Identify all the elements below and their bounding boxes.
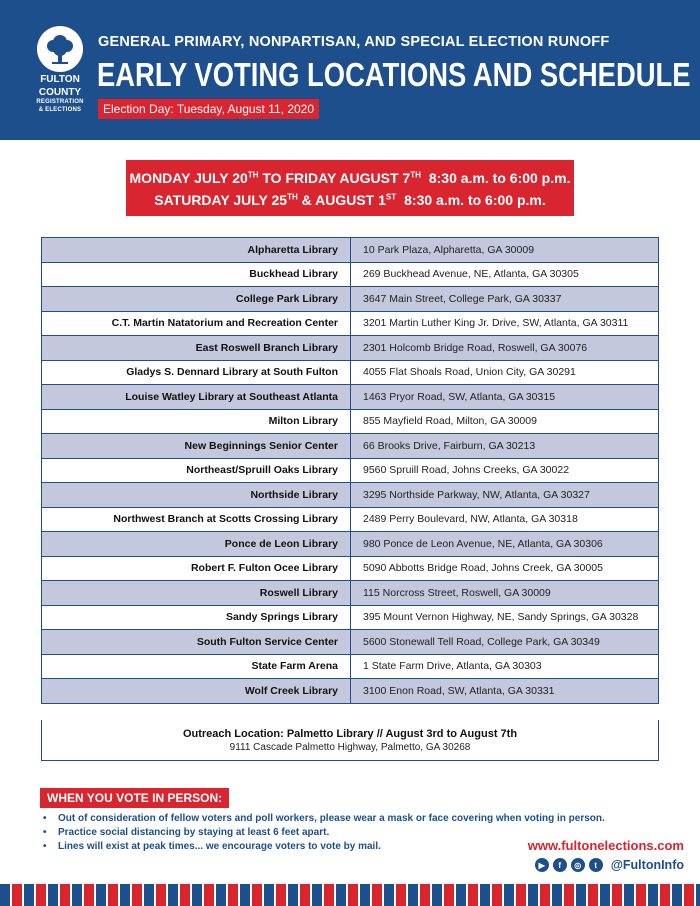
list-item: • Out of consideration of fellow voters and poll workers, please wear a mask or face covering when voting in person. — [40, 812, 640, 826]
outreach-location — [41, 720, 659, 761]
outreach-title: Outreach Location: Palmetto Library // August 3rd to August 7th — [182, 728, 518, 740]
schedule-weekday-start: MONDAY JULY 20 — [129, 170, 248, 186]
ordinal-suffix: TH — [287, 192, 298, 202]
table-row — [42, 409, 659, 434]
location-address: 1 State Farm Drive, Atlanta, GA 30303 — [351, 654, 659, 679]
location-name: Louise Watley Library at Southeast Atlanta — [42, 385, 351, 410]
vote-in-person-label: WHEN YOU VOTE IN PERSON: — [40, 788, 229, 808]
location-name: Sandy Springs Library — [42, 605, 351, 630]
location-address: 395 Mount Vernon Highway, NE, Sandy Springs, GA 30328 — [351, 605, 659, 630]
list-item: • Lines will exist at peak times... we encourage voters to vote by mail. — [40, 840, 640, 854]
location-name: South Fulton Service Center — [42, 630, 351, 655]
table-row — [42, 679, 659, 704]
location-address: 66 Brooks Drive, Fairburn, GA 30213 — [351, 434, 659, 459]
ordinal-suffix: TH — [410, 170, 421, 180]
twitter-icon[interactable]: t — [589, 858, 603, 872]
location-name: Roswell Library — [42, 581, 351, 606]
website-link[interactable]: www.fultonelections.com — [527, 838, 684, 853]
location-address: 269 Buckhead Avenue, NE, Atlanta, GA 30305 — [351, 262, 659, 287]
decorative-stripe-band — [0, 884, 700, 906]
table-row — [42, 532, 659, 557]
table-row — [42, 336, 659, 361]
location-address: 5600 Stonewall Tell Road, College Park, GA 30349 — [351, 630, 659, 655]
logo-text-county: COUNTY — [38, 87, 82, 98]
ordinal-suffix: ST — [385, 192, 397, 202]
location-address: 5090 Abbotts Bridge Road, Johns Creek, GA 30005 — [351, 556, 659, 581]
table-row — [42, 605, 659, 630]
table-row — [42, 654, 659, 679]
location-address: 3647 Main Street, College Park, GA 30337 — [351, 287, 659, 312]
location-address: 115 Norcross Street, Roswell, GA 30009 — [351, 581, 659, 606]
table-row — [42, 556, 659, 581]
table-row — [42, 360, 659, 385]
ordinal-suffix: TH — [247, 170, 259, 180]
location-name: Northeast/Spruill Oaks Library — [42, 458, 351, 483]
social-handle[interactable]: @FultonInfo — [610, 858, 684, 872]
schedule-weekday-line — [126, 170, 574, 186]
table-row — [42, 458, 659, 483]
list-item: • Practice social distancing by staying at least 6 feet apart. — [40, 826, 640, 840]
tree-icon — [37, 26, 83, 72]
location-name: Milton Library — [42, 409, 351, 434]
location-name: East Roswell Branch Library — [42, 336, 351, 361]
location-address: 10 Park Plaza, Alpharetta, GA 30009 — [351, 238, 659, 263]
location-address: 3295 Northside Parkway, NW, Atlanta, GA 30327 — [351, 483, 659, 508]
instagram-icon[interactable]: ◎ — [571, 858, 585, 872]
location-name: Northside Library — [42, 483, 351, 508]
schedule-banner — [126, 160, 574, 216]
table-row — [42, 581, 659, 606]
logo-text-elections: & ELECTIONS — [38, 107, 82, 113]
table-row — [42, 507, 659, 532]
location-name: C.T. Martin Natatorium and Recreation Center — [42, 311, 351, 336]
youtube-icon[interactable]: ▶ — [535, 858, 549, 872]
logo-text-fulton: FULTON — [40, 74, 80, 85]
location-address: 2301 Holcomb Bridge Road, Roswell, GA 30076 — [351, 336, 659, 361]
location-address: 4055 Flat Shoals Road, Union City, GA 30291 — [351, 360, 659, 385]
location-name: State Farm Arena — [42, 654, 351, 679]
election-subtitle: GENERAL PRIMARY, NONPARTISAN, AND SPECIAL ELECTION RUNOFF — [98, 34, 610, 50]
schedule-saturday-line — [126, 192, 574, 208]
location-address: 1463 Pryor Road, SW, Atlanta, GA 30315 — [351, 385, 659, 410]
location-address: 3201 Martin Luther King Jr. Drive, SW, Atlanta, GA 30311 — [351, 311, 659, 336]
location-address: 2489 Perry Boulevard, NW, Atlanta, GA 30318 — [351, 507, 659, 532]
schedule-saturday-time: 8:30 a.m. to 6:00 p.m. — [404, 192, 546, 208]
table-row — [42, 483, 659, 508]
schedule-weekday-end: TO FRIDAY AUGUST 7 — [258, 170, 411, 186]
table-row — [42, 311, 659, 336]
table-row — [42, 434, 659, 459]
table-row — [42, 238, 659, 263]
location-name: Northwest Branch at Scotts Crossing Library — [42, 507, 351, 532]
locations-table — [41, 237, 659, 704]
page-title: EARLY VOTING LOCATIONS AND SCHEDULE — [97, 56, 691, 93]
location-name: Robert F. Fulton Ocee Library — [42, 556, 351, 581]
location-address: 3100 Enon Road, SW, Atlanta, GA 30331 — [351, 679, 659, 704]
logo-text-registration: REGISTRATION — [36, 99, 84, 105]
location-name: Alpharetta Library — [42, 238, 351, 263]
location-address: 980 Ponce de Leon Avenue, NE, Atlanta, GA 30306 — [351, 532, 659, 557]
location-name: Gladys S. Dennard Library at South Fulton — [42, 360, 351, 385]
location-name: Ponce de Leon Library — [42, 532, 351, 557]
table-row — [42, 287, 659, 312]
location-address: 855 Mayfield Road, Milton, GA 30009 — [351, 409, 659, 434]
table-row — [42, 262, 659, 287]
schedule-saturday-second: & AUGUST 1 — [297, 192, 386, 208]
social-links — [535, 858, 684, 872]
locations-table-body — [42, 238, 659, 704]
location-name: College Park Library — [42, 287, 351, 312]
location-address: 9560 Spruill Road, Johns Creeks, GA 30022 — [351, 458, 659, 483]
schedule-saturday-first: SATURDAY JULY 25 — [154, 192, 288, 208]
fulton-county-logo — [30, 26, 90, 114]
location-name: New Beginnings Senior Center — [42, 434, 351, 459]
location-name: Buckhead Library — [42, 262, 351, 287]
table-row — [42, 385, 659, 410]
outreach-address: 9111 Cascade Palmetto Highway, Palmetto, GA 30268 — [229, 742, 471, 753]
facebook-icon[interactable]: f — [553, 858, 567, 872]
header-banner — [0, 0, 700, 140]
election-day-badge: Election Day: Tuesday, August 11, 2020 — [98, 99, 319, 119]
location-name: Wolf Creek Library — [42, 679, 351, 704]
schedule-weekday-time: 8:30 a.m. to 6:00 p.m. — [428, 170, 571, 186]
table-row — [42, 630, 659, 655]
